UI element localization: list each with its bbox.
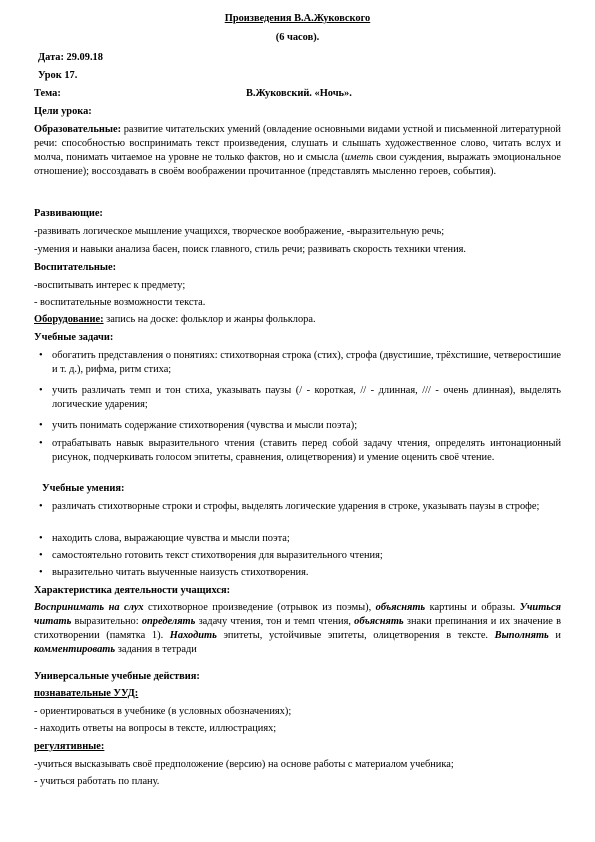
equipment-label: Оборудование: bbox=[34, 314, 104, 325]
skill-text: выразительно читать выученные наизусть стихотворения. bbox=[52, 567, 309, 578]
cognitive-item: - находить ответы на вопросы в тексте, иллюстрациях; bbox=[34, 723, 277, 734]
educational-italic: иметь bbox=[344, 152, 374, 164]
activity-term: объяснять bbox=[354, 616, 404, 628]
task-text: обогатить представления о понятиях: стихотворная строка (стих), строфа (двустишие, трёхстишие, четверостишие и т. д.), рифма, ритм стиха; bbox=[52, 350, 561, 376]
activity-term: определять bbox=[141, 616, 196, 628]
activity-span: картины и образы. bbox=[425, 602, 520, 613]
skills-heading: Учебные умения: bbox=[42, 483, 125, 494]
activity-text bbox=[34, 601, 561, 657]
educational-text-2: свои суждения, выражать эмоциональное отношение); воссоздавать в своём воображении прочитанное (представлять мысленно героев, события). bbox=[34, 152, 562, 178]
bullet-icon: • bbox=[39, 438, 43, 449]
educational-text: развитие читательских умений (овладение основными видами устной и письменной литературной речи: способностью воспринимать текст произведения, слушать и слышать художественное слово, читать вслух и молча, понимать читаемое на уровне не только фактов, но и смысла ( bbox=[34, 124, 561, 164]
bullet-icon: • bbox=[39, 420, 43, 431]
developing-item: -умения и навыки анализа басен, поиск главного, стиль речи; развивать скорость техники чтения. bbox=[34, 244, 467, 255]
task-item bbox=[39, 384, 561, 412]
lesson-number: Урок 17. bbox=[38, 70, 78, 81]
activity-span: задания в тетради bbox=[115, 644, 197, 656]
hours-note: (6 часов). bbox=[275, 32, 320, 43]
regulatory-item: - учиться работать по плану. bbox=[34, 776, 160, 787]
activity-term: Учиться читать bbox=[34, 602, 561, 628]
developing-heading: Развивающие: bbox=[34, 208, 103, 219]
skill-item bbox=[39, 532, 561, 546]
skill-item bbox=[39, 566, 561, 580]
activity-heading: Характеристика деятельности учащихся: bbox=[34, 585, 231, 596]
activity-span: задачу чтения, тон и темп чтения, bbox=[195, 616, 355, 628]
activity-span: знаки препинания и их значение в стихотворении (памятка 1). bbox=[34, 616, 561, 642]
skill-item bbox=[39, 549, 561, 563]
skill-text: самостоятельно готовить текст стихотворения для выразительного чтения; bbox=[52, 550, 383, 561]
activity-term: Находить bbox=[169, 630, 217, 642]
cognitive-heading: познавательные УУД: bbox=[34, 688, 139, 699]
bullet-icon: • bbox=[39, 350, 43, 361]
equipment-text: запись на доске: фольклор и жанры фольклора. bbox=[103, 314, 316, 325]
developing-item: -развивать логическое мышление учащихся, творческое воображение, -выразительную речь; bbox=[34, 226, 445, 237]
activity-term: Воспринимать на слух bbox=[34, 602, 144, 613]
upbringing-item: - воспитательные возможности текста. bbox=[34, 297, 206, 308]
lesson-date: Дата: 29.09.18 bbox=[38, 52, 103, 63]
activity-span: стихотворное произведение (отрывок из поэмы), bbox=[143, 602, 376, 613]
bullet-icon: • bbox=[39, 550, 43, 561]
activity-span: и bbox=[548, 630, 561, 642]
upbringing-heading: Воспитательные: bbox=[34, 262, 117, 273]
task-text: отрабатывать навык выразительного чтения (ставить перед собой задачу чтения, определять интонационный рисунок, подчеркивать голосом эпитеты, сравнения, олицетворения) и умение оценить своё чтение. bbox=[52, 438, 561, 464]
bullet-icon: • bbox=[39, 567, 43, 578]
task-text: учить понимать содержание стихотворения (чувства и мысли поэта); bbox=[52, 420, 358, 431]
educational-goals bbox=[34, 123, 561, 179]
bullet-icon: • bbox=[39, 533, 43, 544]
upbringing-item: -воспитывать интерес к предмету; bbox=[34, 280, 186, 291]
activity-span: эпитеты, устойчивые эпитеты, олицетворения в тексте. bbox=[216, 630, 495, 642]
document-title: Произведения В.А.Жуковского bbox=[224, 13, 371, 24]
tasks-heading: Учебные задачи: bbox=[34, 332, 114, 343]
regulatory-heading: регулятивные: bbox=[34, 741, 105, 752]
skill-text: находить слова, выражающие чувства и мысли поэта; bbox=[52, 533, 290, 544]
bullet-icon: • bbox=[39, 501, 43, 512]
topic-value: В.Жуковский. «Ночь». bbox=[246, 88, 352, 99]
skill-text: различать стихотворные строки и строфы, выделять логические ударения в строке, указывать паузы в строфе; bbox=[52, 501, 540, 512]
equipment bbox=[34, 313, 316, 327]
cognitive-item: - ориентироваться в учебнике (в условных обозначениях); bbox=[34, 706, 292, 717]
activity-term: комментировать bbox=[34, 644, 116, 656]
activity-span: выразительно: bbox=[71, 616, 142, 628]
task-item bbox=[39, 437, 561, 465]
activity-term: Выполнять bbox=[494, 630, 549, 642]
bullet-icon: • bbox=[39, 385, 43, 396]
activity-term: объяснять bbox=[375, 602, 426, 613]
task-item bbox=[39, 349, 561, 377]
uud-heading: Универсальные учебные действия: bbox=[34, 671, 200, 682]
task-text: учить различать темп и тон стиха, указывать паузы (/ - короткая, // - длинная, /// - очень длинная), выделять логические ударения; bbox=[52, 385, 561, 411]
topic-label: Тема: bbox=[34, 88, 61, 99]
regulatory-item: -учиться высказывать своё предположение (версию) на основе работы с материалом учебника; bbox=[34, 759, 454, 770]
skill-item bbox=[39, 500, 561, 514]
goals-heading: Цели урока: bbox=[34, 106, 92, 117]
task-item bbox=[39, 419, 561, 433]
educational-label: Образовательные: bbox=[34, 124, 122, 135]
